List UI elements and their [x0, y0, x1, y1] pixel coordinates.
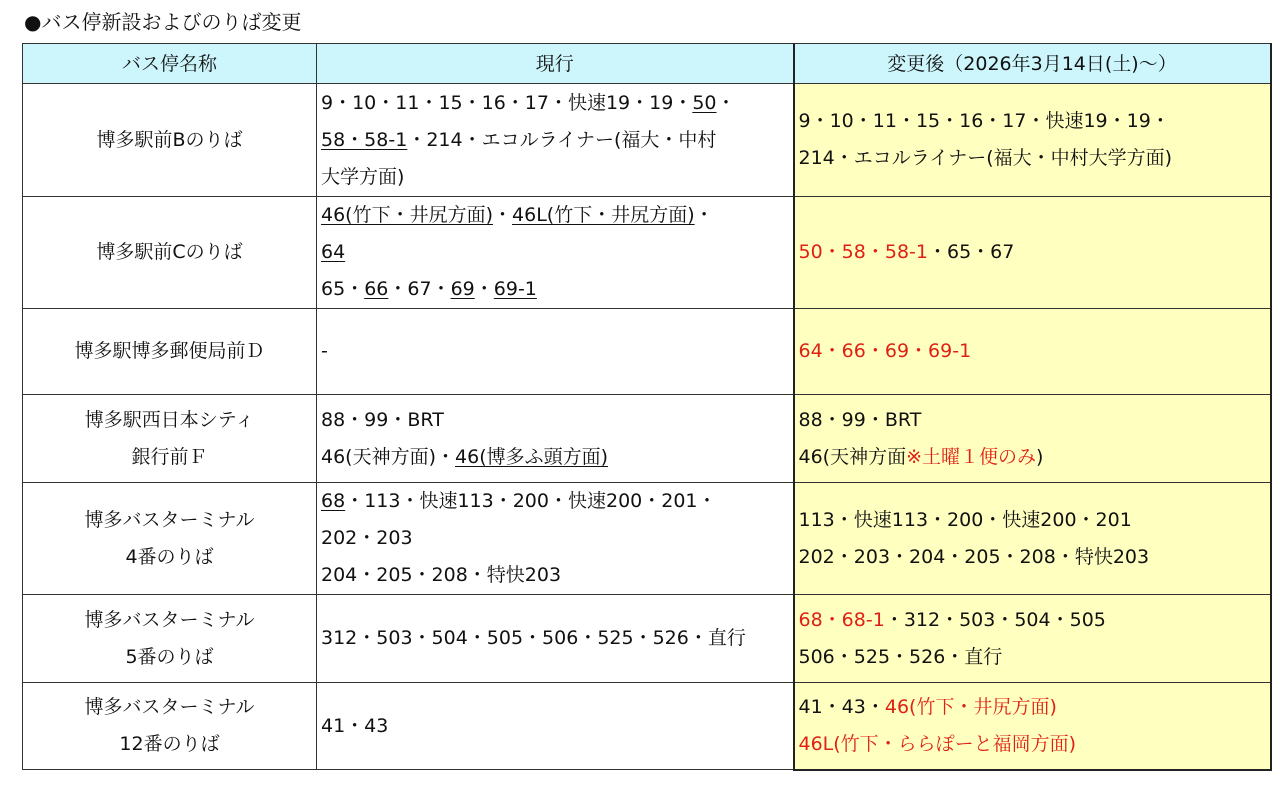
new-routes-cell	[794, 395, 1271, 483]
route-text: 41・43	[321, 714, 389, 737]
route-text: ・214・エコルライナー(福大・中村	[407, 128, 717, 151]
table-row	[23, 683, 1271, 770]
underlined-route-text: 66	[364, 278, 389, 300]
route-text: 88・99・BRT	[798, 408, 922, 431]
table-row	[23, 595, 1271, 683]
highlighted-route-text: ※土曜１便のみ	[906, 445, 1037, 468]
underlined-route-text: 50	[692, 91, 717, 114]
stop-name-cell	[23, 309, 317, 395]
cell-line	[799, 333, 1270, 370]
route-text: 312・503・504・505・506・525・526・直行	[321, 627, 746, 649]
current-routes-cell	[317, 84, 794, 197]
stop-name-line: 博多バスターミナル	[84, 508, 255, 531]
underlined-route-text: 69-1	[493, 278, 537, 300]
cell-line	[799, 439, 1270, 476]
underlined-route-text: 69	[450, 278, 475, 300]
cell-line	[321, 708, 793, 745]
stop-name-cell	[23, 197, 317, 309]
highlighted-route-text: 46(竹下・井尻方面)	[884, 695, 1057, 718]
table-row	[23, 483, 1271, 595]
current-routes-cell	[317, 483, 794, 595]
route-text: )	[1036, 445, 1044, 468]
stop-name-line: 博多バスターミナル	[84, 696, 255, 718]
new-routes-cell	[794, 595, 1271, 683]
cell-line	[321, 620, 793, 657]
cell-line	[321, 271, 793, 308]
route-text: ・65・67	[927, 241, 1015, 263]
route-text: 88・99・BRT	[321, 408, 444, 431]
table-body	[23, 84, 1271, 770]
stop-name-line: 博多バスターミナル	[84, 608, 255, 631]
route-text: 204・205・208・特快203	[321, 564, 562, 586]
new-routes-cell	[794, 197, 1271, 309]
table-row	[23, 309, 1271, 395]
route-text: ・	[493, 204, 513, 226]
cell-line	[799, 639, 1270, 676]
stop-name-line: 博多駅前Cのりば	[96, 241, 243, 263]
current-routes-cell	[317, 395, 794, 483]
current-routes-cell	[317, 197, 794, 309]
cell-line	[321, 402, 793, 439]
route-text: 46(天神方面)・	[321, 445, 456, 468]
stop-name-cell	[23, 84, 317, 197]
cell-line	[321, 520, 793, 557]
underlined-route-text: 58・58-1	[321, 128, 408, 151]
underlined-route-text: 64	[321, 241, 346, 263]
route-text: -	[321, 340, 328, 362]
route-text: ・113・快速113・200・快速200・201・	[345, 490, 717, 512]
route-text: 214・エコルライナー(福大・中村大学方面)	[798, 147, 1173, 169]
table-row	[23, 84, 1271, 197]
cell-line	[321, 197, 793, 234]
stop-name-cell	[23, 395, 317, 483]
cell-line	[799, 234, 1270, 271]
new-routes-cell	[794, 683, 1271, 770]
underlined-route-text: 46(博多ふ頭方面)	[455, 445, 609, 468]
stop-name-line: 博多駅博多郵便局前Ｄ	[74, 340, 265, 362]
route-text: 506・525・526・直行	[798, 645, 1003, 668]
route-text: 41・43・	[798, 695, 885, 718]
underlined-route-text: 68	[321, 490, 346, 512]
bus-stop-change-table	[22, 43, 1272, 771]
stop-name-line: 博多駅西日本シティ	[84, 408, 255, 431]
stop-name-cell	[23, 683, 317, 770]
header-current: 現行	[317, 44, 794, 84]
route-text: 46(天神方面	[798, 445, 907, 468]
stop-name-line: 5番のりば	[125, 645, 214, 668]
cell-line	[321, 234, 793, 271]
page-title: ●バス停新設およびのりば変更	[24, 10, 302, 34]
route-text: 9・10・11・15・16・17・快速19・19・	[321, 91, 693, 114]
cell-line	[321, 483, 793, 520]
route-text: 113・快速113・200・快速200・201	[798, 508, 1132, 531]
stop-name-line: 博多駅前Bのりば	[96, 128, 243, 151]
cell-line	[799, 140, 1270, 177]
route-text: ・	[716, 91, 736, 114]
cell-line	[799, 502, 1270, 539]
new-routes-cell	[794, 84, 1271, 197]
highlighted-route-text: 64・66・69・69-1	[798, 340, 972, 362]
stop-name-line: 4番のりば	[125, 545, 214, 568]
stop-name-cell	[23, 483, 317, 595]
cell-line	[799, 689, 1270, 726]
header-stop-name: バス停名称	[23, 44, 317, 84]
cell-line	[321, 333, 793, 370]
underlined-route-text: 46L(竹下・井尻方面)	[512, 204, 695, 226]
table-row	[23, 197, 1271, 309]
route-text: ・67・	[388, 278, 451, 300]
current-routes-cell	[317, 595, 794, 683]
underlined-route-text: 46(竹下・井尻方面)	[321, 204, 494, 226]
cell-line	[321, 159, 793, 196]
new-routes-cell	[794, 309, 1271, 395]
route-text: 202・203	[321, 527, 413, 549]
cell-line	[321, 122, 793, 159]
route-text: 202・203・204・205・208・特快203	[798, 545, 1150, 568]
table-row	[23, 395, 1271, 483]
route-text: 65・	[321, 278, 365, 300]
highlighted-route-text: 50・58・58-1	[798, 241, 928, 263]
cell-line	[799, 539, 1270, 576]
stop-name-cell	[23, 595, 317, 683]
cell-line	[321, 85, 793, 122]
cell-line	[321, 439, 793, 476]
current-routes-cell	[317, 683, 794, 770]
stop-name-line: 12番のりば	[119, 733, 220, 755]
table-header-row	[23, 44, 1271, 84]
cell-line	[799, 726, 1270, 763]
cell-line	[321, 557, 793, 594]
route-text: 大学方面)	[321, 165, 405, 188]
highlighted-route-text: 68・68-1	[798, 608, 885, 631]
route-text: ・	[474, 278, 494, 300]
cell-line	[799, 402, 1270, 439]
highlighted-route-text: 46L(竹下・ららぽーと福岡方面)	[798, 732, 1077, 755]
cell-line	[799, 602, 1270, 639]
new-routes-cell	[794, 483, 1271, 595]
route-text: ・312・503・504・505	[884, 608, 1106, 631]
header-after-change: 変更後（2026年3月14日(土)〜）	[794, 44, 1271, 84]
stop-name-line: 銀行前Ｆ	[131, 445, 208, 468]
current-routes-cell	[317, 309, 794, 395]
route-text: ・	[694, 204, 714, 226]
cell-line	[799, 103, 1270, 140]
route-text: 9・10・11・15・16・17・快速19・19・	[798, 110, 1170, 132]
